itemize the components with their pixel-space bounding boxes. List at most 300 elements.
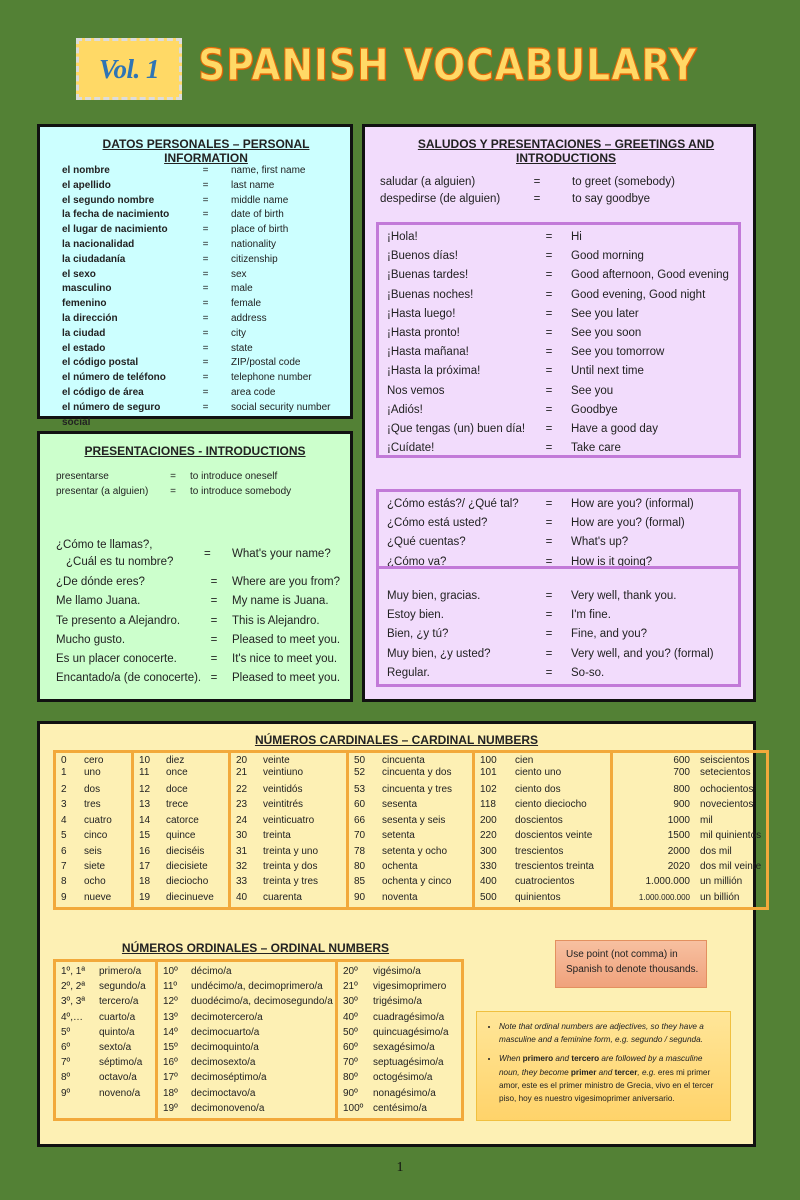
- greetings-box-answers: [376, 566, 741, 687]
- spanish-term: presentarse: [56, 471, 109, 482]
- number-value: 10: [139, 755, 151, 766]
- equals-sign: =: [545, 609, 553, 622]
- number-value: 12: [139, 784, 151, 795]
- number-word: decimoctavo/a: [191, 1087, 256, 1099]
- vocab-row: [387, 401, 738, 420]
- number-value: 9º: [61, 1087, 71, 1099]
- number-value: 118: [480, 799, 496, 811]
- spanish-term: Me llamo Juana.: [56, 595, 141, 608]
- number-word: dos: [84, 784, 101, 795]
- spanish-term: Encantado/a (de conocerte).: [56, 672, 202, 685]
- spanish-term: ¡Hasta pronto!: [387, 327, 460, 340]
- number-row: [61, 828, 131, 843]
- number-row: [343, 1040, 461, 1055]
- equals-sign: =: [545, 666, 553, 679]
- vocab-row: [62, 342, 342, 357]
- number-word: vigesimoprimero: [373, 981, 447, 993]
- personal-info-list: [62, 164, 342, 430]
- number-word: doscientos veinte: [515, 830, 593, 842]
- number-row: [354, 859, 472, 874]
- number-word: trescientos treinta: [515, 860, 594, 872]
- spanish-term: ¿Cómo estás?/ ¿Qué tal?: [387, 498, 519, 510]
- number-row: [354, 755, 472, 767]
- number-row: [480, 767, 610, 779]
- greetings-panel: [362, 124, 756, 702]
- equals-sign: =: [545, 590, 553, 602]
- number-row: [236, 874, 346, 889]
- english-term: Pleased to meet you.: [232, 633, 341, 646]
- spanish-term: ¡Hasta la próxima!: [387, 365, 481, 378]
- spanish-term: ¡Hola!: [387, 231, 418, 243]
- vocab-row: [387, 587, 738, 606]
- number-row: [354, 767, 472, 779]
- english-term: See you: [571, 384, 614, 397]
- number-value: 50: [354, 755, 366, 766]
- number-value: 40º: [343, 1011, 358, 1023]
- number-word: tercero/a: [99, 996, 139, 1008]
- spanish-term: la ciudad: [62, 327, 106, 339]
- number-row: [343, 1010, 461, 1025]
- english-term: male: [231, 283, 253, 295]
- number-word: trigésimo/a: [373, 996, 422, 1008]
- number-row: [480, 844, 610, 859]
- number-row: [61, 1086, 155, 1101]
- number-word: siete: [84, 860, 106, 872]
- number-value: 30: [236, 830, 248, 842]
- number-word: cincuenta y tres: [382, 784, 453, 795]
- number-word: veinticuatro: [263, 814, 315, 826]
- cardinal-column: [134, 753, 231, 907]
- number-word: dieciséis: [166, 845, 205, 857]
- equals-sign: =: [202, 268, 209, 280]
- spanish-term: Bien, ¿y tú?: [387, 628, 449, 641]
- greetings-heading: SALUDOS Y PRESENTACIONES – GREETINGS AND INTRODUCTIONS: [417, 137, 715, 165]
- number-row: [139, 767, 228, 779]
- number-value: 5º: [61, 1026, 71, 1038]
- number-value: 13º: [163, 1011, 178, 1023]
- number-word: once: [166, 767, 188, 778]
- vocab-row: [387, 286, 738, 305]
- equals-sign: =: [202, 312, 209, 324]
- english-term: I'm fine.: [571, 609, 611, 622]
- number-word: diecinueve: [166, 891, 214, 903]
- equals-sign: =: [202, 401, 209, 413]
- equals-sign: =: [204, 547, 211, 560]
- equals-sign: =: [545, 365, 553, 378]
- number-row: [354, 828, 472, 843]
- equals-sign: =: [202, 298, 209, 310]
- equals-sign: =: [545, 442, 553, 455]
- ordinal-column: [338, 962, 461, 1118]
- ordinal-column: [158, 962, 338, 1118]
- number-word: ochocientos: [700, 784, 754, 795]
- equals-sign: =: [210, 595, 218, 608]
- greetings-box-salutations: [376, 222, 741, 458]
- number-word: setenta: [382, 830, 415, 842]
- equals-sign: =: [202, 165, 209, 176]
- thousands-note: Use point (not comma) in Spanish to denote thousands.: [555, 940, 707, 988]
- vocab-row: [387, 228, 738, 247]
- english-term: Have a good day: [571, 423, 658, 436]
- number-word: cincuenta y dos: [382, 767, 452, 778]
- number-row: [139, 755, 228, 767]
- spanish-term: ¡Buenos días!: [387, 250, 458, 263]
- english-term: date of birth: [231, 209, 284, 221]
- number-word: ciento dos: [515, 784, 561, 795]
- number-row: [618, 767, 766, 779]
- number-row: [236, 755, 346, 767]
- number-word: noventa: [382, 891, 418, 903]
- equals-sign: =: [202, 357, 209, 369]
- number-value: 18: [139, 876, 151, 888]
- english-term: So-so.: [571, 666, 605, 679]
- number-row: [236, 890, 346, 905]
- number-row: [480, 797, 610, 812]
- number-value: 14º: [163, 1026, 178, 1038]
- english-term: This is Alejandro.: [232, 614, 320, 627]
- number-value: 16: [139, 845, 151, 857]
- number-word: sexagésimo/a: [373, 1041, 435, 1053]
- spanish-term: masculino: [62, 283, 112, 295]
- spanish-term: la ciudadanía: [62, 253, 126, 265]
- spanish-term: ¡Cuídate!: [387, 442, 435, 455]
- number-value: 70º: [343, 1057, 358, 1069]
- spanish-term: el nombre: [62, 165, 110, 176]
- number-word: cuatro: [84, 814, 112, 826]
- number-value: 1.000.000.000: [638, 892, 690, 902]
- number-row: [618, 890, 766, 905]
- english-term: state: [231, 342, 253, 354]
- number-value: 5: [61, 830, 67, 842]
- vocab-row: [56, 537, 340, 571]
- number-row: [343, 1086, 461, 1101]
- number-word: octavo/a: [99, 1072, 137, 1084]
- number-word: diez: [166, 755, 185, 766]
- number-row: [61, 859, 131, 874]
- number-value: 800: [673, 784, 690, 795]
- number-word: noveno/a: [99, 1087, 141, 1099]
- number-row: [61, 844, 131, 859]
- english-term: My name is Juana.: [232, 595, 329, 608]
- number-row: [236, 844, 346, 859]
- number-word: decimosexto/a: [191, 1057, 256, 1069]
- number-row: [139, 859, 228, 874]
- spanish-term: el apellido: [62, 179, 111, 191]
- number-word: primero/a: [99, 966, 142, 977]
- english-term: city: [231, 327, 246, 339]
- number-row: [343, 1025, 461, 1040]
- number-word: octogésimo/a: [373, 1072, 433, 1084]
- number-word: seis: [84, 845, 102, 857]
- number-word: ocho: [84, 876, 106, 888]
- vocab-row: [62, 268, 342, 283]
- english-term: Pleased to meet you.: [232, 672, 341, 685]
- number-word: cinco: [84, 830, 108, 842]
- number-row: [618, 874, 766, 889]
- number-value: 330: [480, 860, 497, 872]
- number-word: vigésimo/a: [373, 966, 421, 977]
- number-row: [163, 1086, 335, 1101]
- personal-info-panel: [37, 124, 353, 428]
- english-term: Good afternoon, Good evening: [571, 269, 729, 282]
- volume-badge: [76, 38, 182, 100]
- vocab-row: [387, 382, 738, 401]
- number-word: doce: [166, 784, 188, 795]
- vocab-row: [62, 386, 342, 401]
- english-term: See you later: [571, 307, 639, 320]
- english-term: ZIP/postal code: [231, 357, 301, 369]
- number-value: 40: [236, 891, 248, 903]
- vocab-row: [380, 191, 675, 208]
- number-value: 6º: [61, 1041, 71, 1053]
- vocab-row: [62, 208, 342, 223]
- introductions-verbs: [56, 470, 291, 500]
- number-word: duodécimo/a, decimosegundo/a: [191, 996, 333, 1008]
- number-value: 20: [236, 755, 248, 766]
- spanish-term: ¡Buenas noches!: [387, 288, 474, 301]
- number-word: veintidós: [263, 784, 303, 795]
- spanish-term: Regular.: [387, 666, 430, 679]
- equals-sign: =: [545, 269, 553, 282]
- number-row: [61, 964, 155, 979]
- number-word: veintiuno: [263, 767, 304, 778]
- vocab-row: [62, 401, 342, 431]
- spanish-term: ¿Cómo va?: [387, 555, 447, 568]
- number-word: setenta y ocho: [382, 845, 448, 857]
- number-word: cincuenta: [382, 755, 425, 766]
- number-row: [163, 1010, 335, 1025]
- number-row: [618, 813, 766, 828]
- english-term: Fine, and you?: [571, 628, 648, 641]
- number-value: 52: [354, 767, 366, 778]
- number-value: 100: [480, 755, 497, 766]
- ordinal-notes: [476, 1011, 731, 1121]
- number-value: 3º, 3ª: [61, 996, 86, 1008]
- number-row: [61, 755, 131, 767]
- equals-sign: =: [210, 614, 218, 627]
- number-value: 32: [236, 860, 248, 872]
- spanish-term: Mucho gusto.: [56, 633, 126, 646]
- number-word: sesenta y seis: [382, 814, 446, 826]
- number-word: decimocuarto/a: [191, 1026, 260, 1038]
- number-value: 21º: [343, 981, 358, 993]
- number-value: 14: [139, 814, 151, 826]
- english-term: Until next time: [571, 365, 644, 378]
- number-word: treinta y uno: [263, 845, 319, 857]
- english-term: How are you? (formal): [571, 517, 685, 530]
- vocab-row: [62, 194, 342, 209]
- number-row: [163, 1101, 335, 1116]
- spanish-term: ¿Cómo está usted?: [387, 517, 488, 530]
- vocab-row: [62, 297, 342, 312]
- number-row: [354, 890, 472, 905]
- number-word: undécimo/a, decimoprimero/a: [191, 981, 323, 993]
- number-word: treinta: [263, 830, 291, 842]
- number-word: sexto/a: [99, 1041, 132, 1053]
- vocab-row: [387, 362, 738, 381]
- vocab-row: [387, 266, 738, 285]
- spanish-term: ¿Qué cuentas?: [387, 536, 466, 549]
- english-term: to introduce somebody: [190, 485, 292, 497]
- vocab-row: [387, 495, 738, 514]
- number-row: [236, 782, 346, 797]
- introductions-panel: [37, 431, 353, 702]
- number-row: [236, 797, 346, 812]
- number-word: ochenta y cinco: [382, 876, 452, 888]
- number-row: [61, 979, 155, 994]
- spanish-term: femenino: [62, 298, 107, 310]
- vocab-row: [387, 664, 738, 683]
- number-row: [618, 844, 766, 859]
- note-bullet: • Note that ordinal numbers are adjectives, so they have a masculine and a feminine form, e.g. segundo / segunda.: [499, 1020, 722, 1046]
- number-word: décimo/a: [191, 966, 232, 977]
- equals-sign: =: [202, 386, 209, 398]
- equals-sign: =: [545, 327, 553, 340]
- introductions-phrases: [56, 537, 340, 689]
- number-value: 18º: [163, 1087, 178, 1099]
- number-value: 85: [354, 876, 366, 888]
- number-word: séptimo/a: [99, 1057, 143, 1069]
- greetings-verbs: [380, 174, 675, 207]
- number-value: 66: [354, 814, 366, 826]
- spanish-term: la fecha de nacimiento: [62, 209, 170, 221]
- equals-sign: =: [202, 238, 209, 250]
- number-value: 8: [61, 876, 67, 888]
- english-term: It's nice to meet you.: [232, 653, 338, 666]
- number-row: [61, 874, 131, 889]
- number-word: catorce: [166, 814, 199, 826]
- spanish-term: Estoy bien.: [387, 609, 444, 622]
- english-term: sex: [231, 268, 247, 280]
- number-word: cuarto/a: [99, 1011, 136, 1023]
- spanish-term: el número de seguro social: [62, 401, 161, 428]
- spanish-term: la dirección: [62, 312, 118, 324]
- number-word: cuarenta: [263, 891, 302, 903]
- number-word: trece: [166, 799, 189, 811]
- spanish-term: despedirse (de alguien): [380, 192, 501, 205]
- number-row: [343, 1055, 461, 1070]
- equals-sign: =: [545, 288, 553, 301]
- number-word: treinta y dos: [263, 860, 318, 872]
- equals-sign: =: [170, 471, 176, 482]
- english-term: Goodbye: [571, 403, 618, 416]
- number-word: decimonoveno/a: [191, 1102, 265, 1114]
- number-row: [618, 859, 766, 874]
- number-word: quincuagésimo/a: [373, 1026, 449, 1038]
- number-value: 30º: [343, 996, 358, 1008]
- cardinal-column: [56, 753, 134, 907]
- number-value: 11: [139, 767, 150, 778]
- number-row: [163, 1055, 335, 1070]
- number-word: decimotercero/a: [191, 1011, 263, 1023]
- english-term: How is it going?: [571, 555, 653, 568]
- number-row: [343, 979, 461, 994]
- english-term: middle name: [231, 194, 289, 206]
- english-term: See you soon: [571, 327, 642, 340]
- number-row: [618, 755, 766, 767]
- english-term: Very well, and you? (formal): [571, 647, 714, 660]
- english-term: What's up?: [571, 536, 629, 549]
- english-term: Good evening, Good night: [571, 288, 706, 301]
- vocab-row: [56, 669, 340, 688]
- equals-sign: =: [170, 485, 176, 497]
- number-word: cero: [84, 755, 104, 766]
- number-value: 0: [61, 755, 67, 766]
- number-row: [480, 859, 610, 874]
- number-value: 21: [236, 767, 248, 778]
- number-row: [61, 1025, 155, 1040]
- spanish-term: Muy bien, ¿y usted?: [387, 647, 491, 660]
- number-word: un billión: [700, 891, 740, 903]
- number-value: 9: [61, 891, 67, 903]
- number-row: [480, 813, 610, 828]
- equals-sign: =: [545, 384, 553, 397]
- equals-sign: =: [202, 194, 209, 206]
- number-word: mil: [700, 814, 713, 826]
- number-value: 101: [480, 767, 497, 778]
- number-word: dieciocho: [166, 876, 209, 888]
- equals-sign: =: [545, 307, 553, 320]
- number-row: [480, 828, 610, 843]
- equals-sign: =: [202, 209, 209, 221]
- number-row: [354, 797, 472, 812]
- number-value: 13: [139, 799, 151, 811]
- number-value: 19: [139, 891, 151, 903]
- number-row: [236, 813, 346, 828]
- number-row: [163, 1070, 335, 1085]
- spanish-term: el estado: [62, 342, 106, 354]
- number-value: 200: [480, 814, 497, 826]
- number-row: [343, 964, 461, 979]
- number-word: diecisiete: [166, 860, 208, 872]
- spanish-term: saludar (a alguien): [380, 176, 476, 188]
- number-value: 3: [61, 799, 67, 811]
- number-row: [139, 890, 228, 905]
- ordinal-table: [53, 959, 464, 1121]
- english-term: to introduce oneself: [190, 471, 278, 482]
- number-value: 11º: [163, 981, 178, 993]
- equals-sign: =: [533, 192, 541, 205]
- number-row: [61, 813, 131, 828]
- number-word: cien: [515, 755, 534, 766]
- english-term: to greet (somebody): [572, 176, 675, 188]
- number-row: [163, 1025, 335, 1040]
- number-value: 300: [480, 845, 497, 857]
- number-value: 15: [139, 830, 151, 842]
- page-number: 1: [396, 1160, 404, 1175]
- number-row: [354, 782, 472, 797]
- number-word: ciento dieciocho: [515, 799, 587, 811]
- vocab-row: [387, 247, 738, 266]
- spanish-term: ¡Hasta luego!: [387, 307, 456, 320]
- spanish-term: Muy bien, gracias.: [387, 590, 481, 602]
- equals-sign: =: [545, 231, 553, 243]
- equals-sign: =: [202, 283, 209, 295]
- spanish-term: Nos vemos: [387, 384, 445, 397]
- ordinal-column: [56, 962, 158, 1118]
- vocab-row: [56, 573, 340, 592]
- number-word: tres: [84, 799, 101, 811]
- number-row: [163, 979, 335, 994]
- number-row: [61, 1070, 155, 1085]
- equals-sign: =: [545, 403, 553, 416]
- number-row: [236, 828, 346, 843]
- number-row: [61, 1040, 155, 1055]
- number-word: decimoséptimo/a: [191, 1072, 267, 1084]
- number-value: 700: [673, 767, 690, 778]
- spanish-term: el código de área: [62, 386, 144, 398]
- number-word: septuagésimo/a: [373, 1057, 444, 1069]
